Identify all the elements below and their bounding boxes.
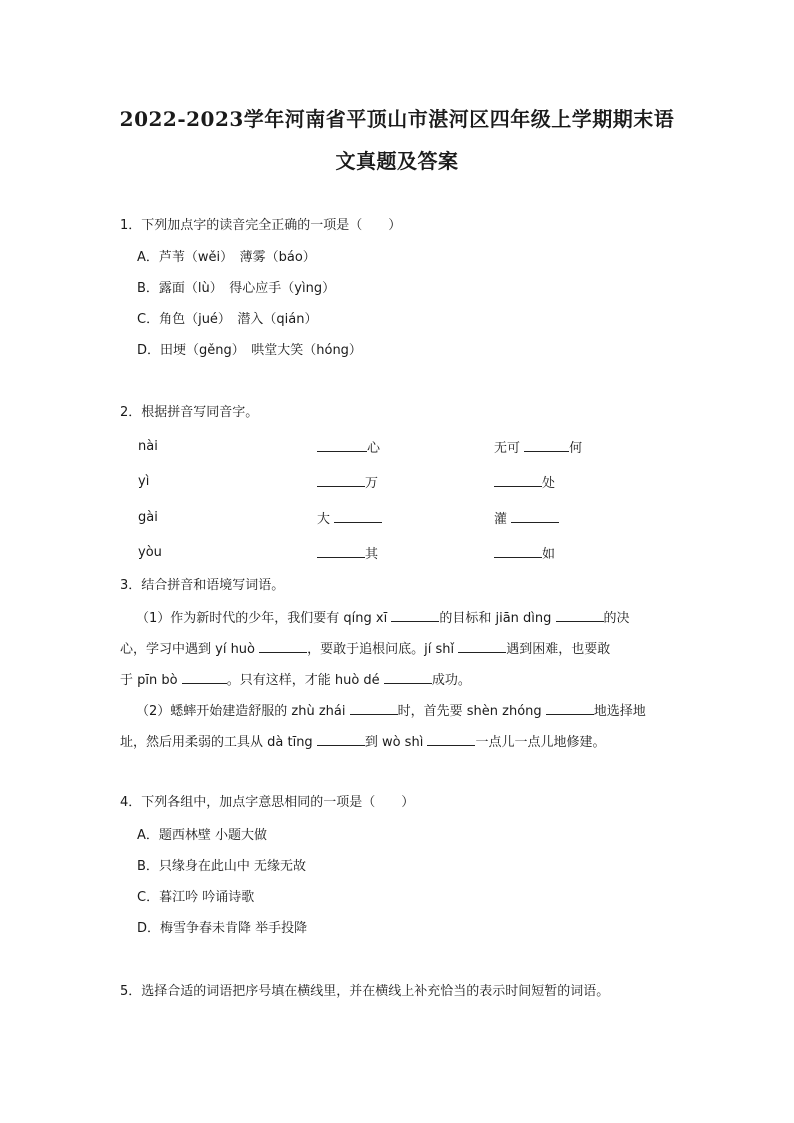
answer-blank[interactable] — [427, 731, 475, 746]
question-1-option-b: B．露面（lù） 得心应手（yìng） — [137, 281, 336, 296]
question-4-option-c: C．暮江吟 吟诵诗歌 — [137, 890, 255, 905]
document-title-line-2: 文真题及答案 — [335, 149, 459, 173]
passage-line — [120, 634, 680, 665]
cell-suffix: 其 — [365, 547, 379, 562]
cell-suffix: 如 — [542, 547, 556, 562]
passage-text: 址，然后用柔弱的工具从 dà tīng — [120, 735, 317, 750]
passage-line — [120, 665, 680, 696]
fill-cell — [494, 472, 555, 494]
fill-cell — [494, 437, 582, 459]
question-2-stem: 2．根据拼音写同音字。 — [120, 405, 259, 420]
answer-blank[interactable] — [334, 508, 382, 523]
question-3-stem: 3．结合拼音和语境写词语。 — [120, 578, 285, 593]
fill-cell — [317, 472, 378, 494]
cell-suffix: 万 — [365, 476, 379, 491]
answer-blank[interactable] — [317, 472, 365, 487]
cell-prefix: 灌 — [494, 512, 512, 527]
answer-blank[interactable] — [391, 607, 439, 622]
passage-line — [120, 603, 680, 634]
answer-blank[interactable] — [317, 437, 367, 452]
question-1-option-c: C．角色（jué） 潜入（qián） — [137, 312, 318, 327]
pinyin-label: yì — [138, 474, 150, 489]
question-1-option-d: D．田埂（gěng） 哄堂大笑（hóng） — [137, 343, 362, 358]
fill-cell — [317, 437, 380, 459]
answer-blank[interactable] — [494, 472, 542, 487]
answer-blank[interactable] — [458, 638, 506, 653]
pinyin-label: gài — [138, 510, 158, 525]
passage-text: 的决 — [603, 611, 630, 626]
question-1-stem: 1．下列加点字的读音完全正确的一项是（ ） — [120, 218, 402, 233]
cell-suffix: 处 — [542, 476, 556, 491]
passage-text: 到 wò shì — [364, 735, 428, 750]
passage-text: 。只有这样，才能 huò dé — [226, 673, 384, 688]
question-4-option-a: A．题西林壁 小题大做 — [137, 828, 268, 843]
answer-blank[interactable] — [259, 638, 307, 653]
cell-suffix: 心 — [367, 441, 381, 456]
question-4-stem: 4．下列各组中，加点字意思相同的一项是（ ） — [120, 795, 415, 810]
passage-line — [120, 727, 680, 758]
passage-text: 成功。 — [431, 673, 471, 688]
passage-text: 时，首先要 shèn zhóng — [397, 704, 546, 719]
fill-cell — [494, 543, 555, 565]
answer-blank[interactable] — [511, 508, 559, 523]
answer-blank[interactable] — [317, 731, 365, 746]
fill-cell — [317, 543, 378, 565]
question-5-stem: 5．选择合适的词语把序号填在横线里，并在横线上补充恰当的表示时间短暂的词语。 — [120, 984, 610, 999]
answer-blank[interactable] — [384, 669, 432, 684]
passage-text: 一点儿一点儿地修建。 — [475, 735, 606, 750]
answer-blank[interactable] — [182, 669, 227, 684]
cell-prefix: 大 — [317, 512, 335, 527]
question-1-option-a: A．芦苇（wěi） 薄雾（báo） — [137, 250, 316, 265]
pinyin-label: yòu — [138, 545, 162, 560]
passage-text: 心，学习中遇到 yí huò — [120, 642, 260, 657]
passage-text: 于 pīn bò — [120, 673, 182, 688]
question-3-passage — [120, 603, 680, 758]
pinyin-label: nài — [138, 439, 158, 454]
cell-prefix: 无可 — [494, 441, 525, 456]
answer-blank[interactable] — [524, 437, 569, 452]
answer-blank[interactable] — [350, 700, 398, 715]
passage-text: 地选择地 — [593, 704, 646, 719]
question-4-option-b: B．只缘身在此山中 无缘无故 — [137, 859, 307, 874]
passage-text: 的目标和 jiān dìng — [439, 611, 556, 626]
passage-text: （2）蟋蟀开始建造舒服的 zhù zhái — [136, 704, 350, 719]
passage-text: 遇到困难，也要敢 — [506, 642, 611, 657]
document-title-line-1: 2022-2023学年河南省平顶山市湛河区四年级上学期期末语 — [119, 107, 675, 131]
fill-cell — [317, 508, 382, 530]
fill-cell — [494, 508, 559, 530]
answer-blank[interactable] — [556, 607, 604, 622]
cell-suffix: 何 — [569, 441, 583, 456]
answer-blank[interactable] — [317, 543, 365, 558]
question-4-option-d: D．梅雪争春未肯降 举手投降 — [137, 921, 308, 936]
passage-line — [120, 696, 680, 727]
answer-blank[interactable] — [546, 700, 594, 715]
passage-text: ，要敢于追根问底。jí shǐ — [307, 642, 459, 657]
answer-blank[interactable] — [494, 543, 542, 558]
passage-text: （1）作为新时代的少年，我们要有 qíng xī — [136, 611, 392, 626]
